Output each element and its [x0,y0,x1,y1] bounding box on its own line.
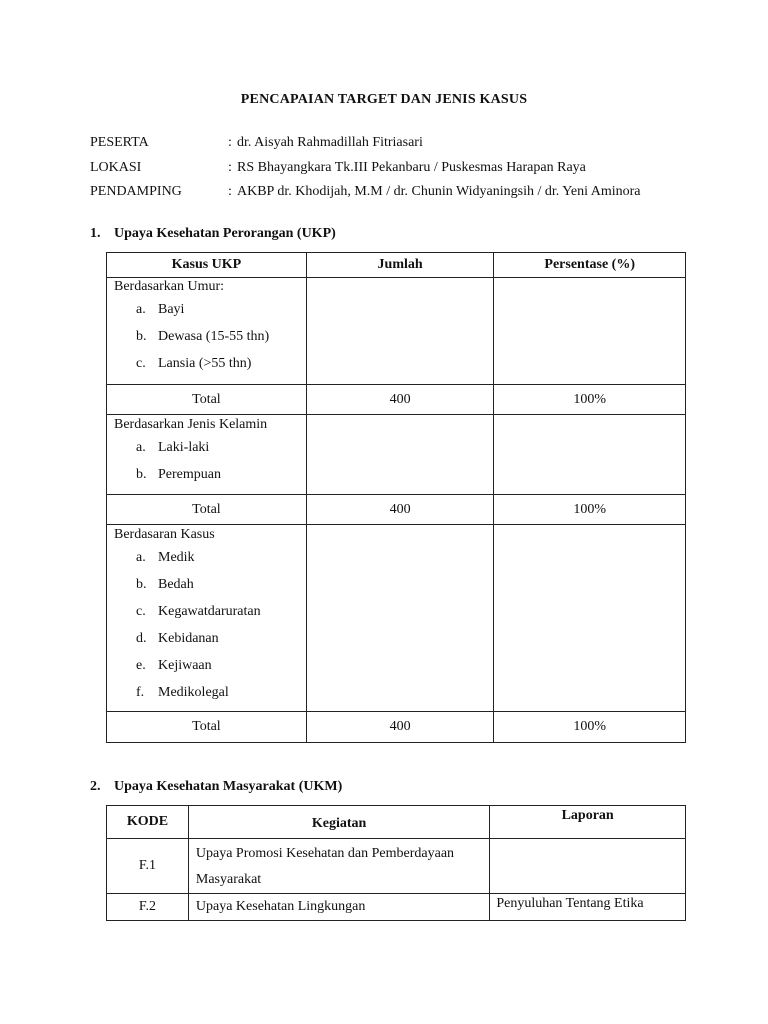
total-jumlah: 400 [306,495,494,525]
jumlah-cell [306,278,494,385]
item-marker: a. [136,302,146,317]
total-label: Total [107,495,307,525]
list-item [107,461,306,488]
item-label: Lansia (>55 thn) [158,356,252,371]
total-row [107,712,686,743]
column-header-jumlah: Jumlah [306,253,494,278]
table-row [107,839,686,894]
table-header-row [107,806,686,839]
persentase-cell [494,415,686,495]
jumlah-cell [306,415,494,495]
group-heading: Berdasaran Kasus [114,527,215,542]
info-colon: : [228,135,232,150]
total-persentase: 100% [494,712,686,743]
item-label: Laki-laki [158,440,210,455]
column-header-kasus: Kasus UKP [107,253,307,278]
info-label-lokasi: LOKASI [90,160,142,175]
list-item [107,544,306,571]
list-item [107,350,306,377]
item-marker: d. [136,631,147,646]
item-label: Medik [158,550,195,565]
total-persentase: 100% [494,385,686,415]
item-label: Bedah [158,577,194,592]
list-item [107,434,306,461]
laporan-cell: Penyuluhan Tentang Etika [490,894,686,921]
section-number: 1. [90,226,101,241]
item-marker: c. [136,356,146,371]
ukm-table [106,805,686,921]
info-value-lokasi: RS Bhayangkara Tk.III Pekanbaru / Puskesmas Harapan Raya [237,160,586,175]
item-marker: e. [136,658,146,673]
group-cell [107,525,307,712]
total-jumlah: 400 [306,385,494,415]
table-row [107,278,686,385]
section-title: Upaya Kesehatan Perorangan (UKP) [114,226,336,241]
item-label: Dewasa (15-55 thn) [158,329,270,344]
group-heading: Berdasarkan Jenis Kelamin [114,417,268,432]
item-label: Perempuan [158,467,221,482]
column-header-kegiatan: Kegiatan [188,806,489,839]
group-cell [107,278,307,385]
laporan-cell [490,839,686,894]
table-row [107,894,686,921]
group-item-list [107,296,306,377]
section-number: 2. [90,779,101,794]
list-item [107,296,306,323]
total-label: Total [107,712,307,743]
item-marker: b. [136,467,147,482]
group-cell [107,415,307,495]
item-label: Kegawatdaruratan [158,604,261,619]
list-item [107,652,306,679]
list-item [107,571,306,598]
list-item [107,679,306,706]
kegiatan-cell: Upaya Kesehatan Lingkungan [188,894,489,921]
section-title: Upaya Kesehatan Masyarakat (UKM) [114,779,343,794]
persentase-cell [494,525,686,712]
info-value-pendamping: AKBP dr. Khodijah, M.M / dr. Chunin Widyaningsih / dr. Yeni Aminora [237,184,641,199]
list-item [107,625,306,652]
kode-cell: F.1 [107,839,189,894]
total-row [107,385,686,415]
list-item [107,323,306,350]
group-item-list [107,434,306,488]
table-row [107,415,686,495]
kode-cell: F.2 [107,894,189,921]
table-header-row [107,253,686,278]
info-value-peserta: dr. Aisyah Rahmadillah Fitriasari [237,135,423,150]
total-label: Total [107,385,307,415]
item-label: Bayi [158,302,185,317]
document-title: PENCAPAIAN TARGET DAN JENIS KASUS [240,92,528,107]
item-label: Medikolegal [158,685,229,700]
info-colon: : [228,184,232,199]
group-item-list [107,544,306,706]
section-ukp-heading [90,226,336,242]
item-marker: a. [136,550,146,565]
item-label: Kejiwaan [158,658,212,673]
info-label-peserta: PESERTA [90,135,149,150]
jumlah-cell [306,525,494,712]
item-marker: c. [136,604,146,619]
group-heading: Berdasarkan Umur: [114,279,225,294]
item-marker: f. [136,685,145,700]
persentase-cell [494,278,686,385]
total-jumlah: 400 [306,712,494,743]
info-label-pendamping: PENDAMPING [90,184,182,199]
item-label: Kebidanan [158,631,219,646]
section-ukm-heading [90,779,342,795]
kegiatan-cell: Upaya Promosi Kesehatan dan Pemberdayaan Masyarakat [188,839,489,894]
column-header-kode: KODE [107,806,189,839]
item-marker: b. [136,577,147,592]
table-row [107,525,686,712]
item-marker: b. [136,329,147,344]
column-header-persentase: Persentase (%) [494,253,686,278]
column-header-laporan: Laporan [490,806,686,839]
info-colon: : [228,160,232,175]
item-marker: a. [136,440,146,455]
total-persentase: 100% [494,495,686,525]
ukp-table [106,252,686,743]
list-item [107,598,306,625]
total-row [107,495,686,525]
